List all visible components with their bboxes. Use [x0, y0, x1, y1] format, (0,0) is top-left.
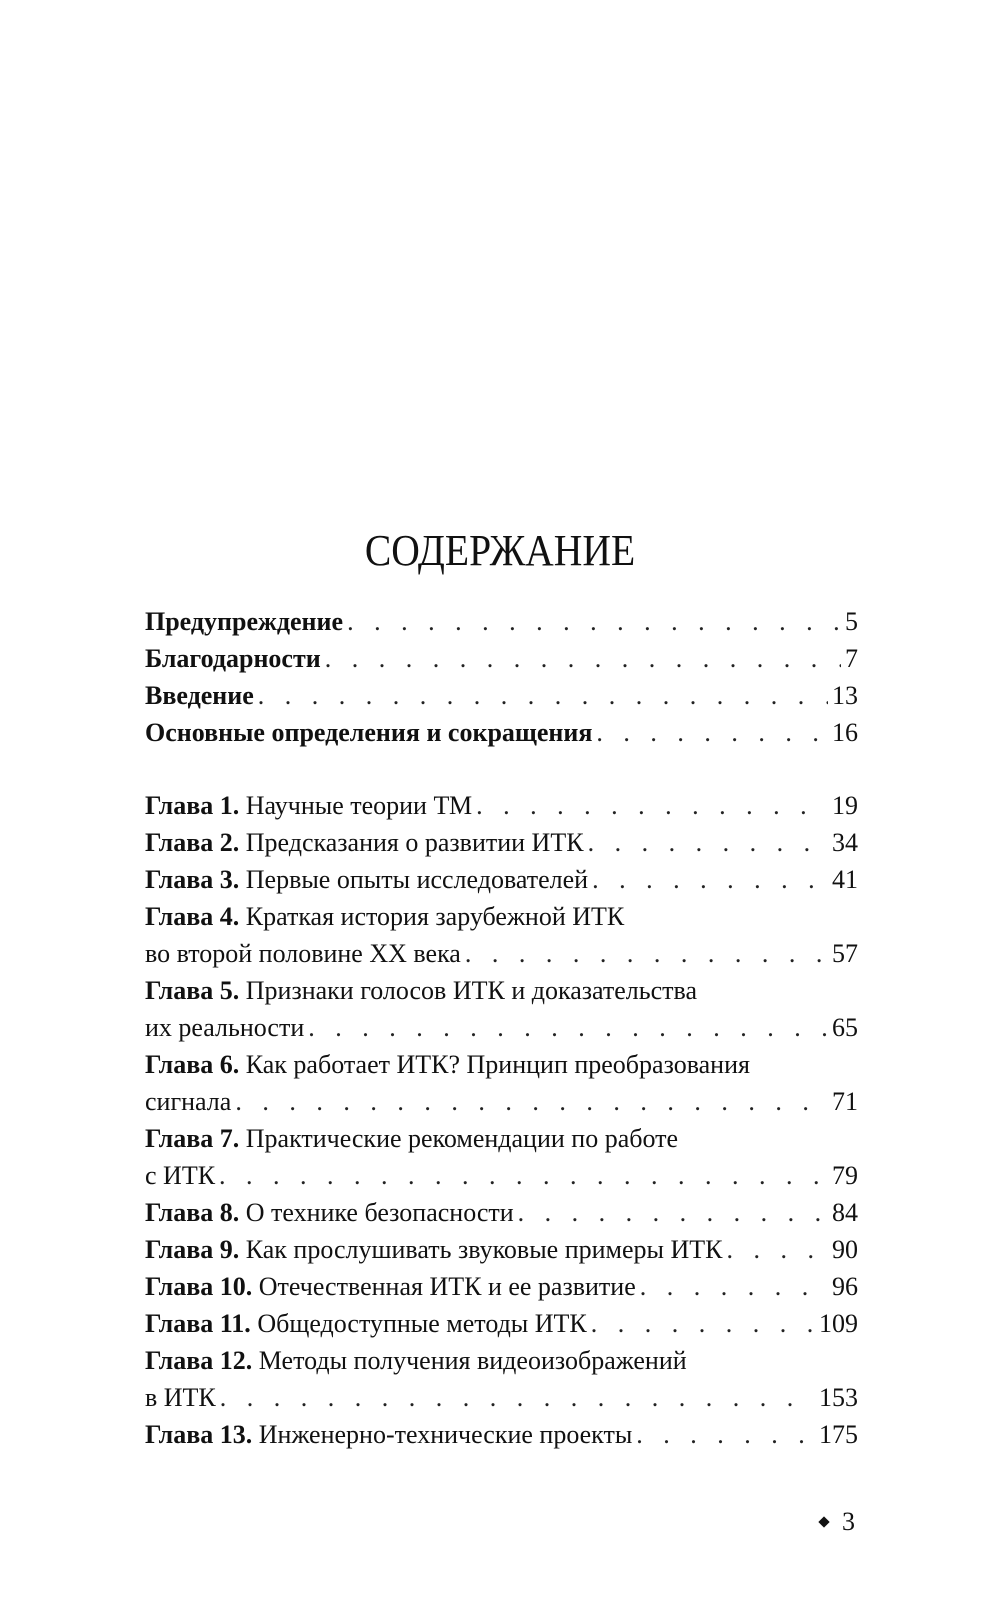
- chapter-title: во второй половине XX века: [145, 939, 461, 968]
- toc-entry-front-1: [145, 603, 858, 640]
- toc-entry-page: 7: [845, 644, 858, 673]
- leader-dots: [235, 1083, 828, 1120]
- chapter-prefix: Глава 11.: [145, 1309, 251, 1338]
- chapter-title: Инженерно-технические проекты: [258, 1420, 633, 1449]
- chapter-prefix: Глава 6.: [145, 1050, 240, 1079]
- chapter-prefix: Глава 10.: [145, 1272, 253, 1301]
- toc-entry-label: Введение: [145, 681, 254, 710]
- chapter-title: Признаки голосов ИТК и доказательства: [245, 976, 697, 1005]
- page-footer: [820, 1507, 855, 1537]
- toc-entry-chapter-11: [145, 1305, 858, 1342]
- chapter-title: с ИТК: [145, 1161, 216, 1190]
- toc-entry-chapter-3: [145, 861, 858, 898]
- toc-entry-front-4: [145, 714, 858, 751]
- chapter-title: Предсказания о развитии ИТК: [245, 828, 584, 857]
- leader-dots: [220, 1379, 815, 1416]
- chapter-title: Как работает ИТК? Принцип преобразования: [245, 1050, 750, 1079]
- chapter-prefix: Глава 2.: [145, 828, 240, 857]
- toc-entry-page: 19: [832, 791, 858, 820]
- toc-entry-page: 79: [832, 1161, 858, 1190]
- chapter-title: Отечественная ИТК и ее развитие: [258, 1272, 636, 1301]
- leader-dots: [465, 935, 828, 972]
- leader-dots: [591, 1305, 815, 1342]
- toc-entry-chapter-6: [145, 1046, 858, 1120]
- leader-dots: [636, 1416, 815, 1453]
- toc-entry-label: Предупреждение: [145, 607, 344, 636]
- diamond-icon: [818, 1516, 829, 1527]
- toc-entry-page: 16: [832, 718, 858, 747]
- chapter-prefix: Глава 3.: [145, 865, 240, 894]
- toc-entry-label: Благодарности: [145, 644, 321, 673]
- leader-dots: [518, 1194, 828, 1231]
- toc-entry-page: 5: [845, 607, 858, 636]
- toc-entry-front-3: [145, 677, 858, 714]
- leader-dots: [219, 1157, 828, 1194]
- toc-entry-page: 153: [819, 1383, 858, 1412]
- chapter-title: Краткая история зарубежной ИТК: [245, 902, 625, 931]
- toc-entry-page: 90: [832, 1235, 858, 1264]
- toc-entry-front-2: [145, 640, 858, 677]
- toc-entry-page: 84: [832, 1198, 858, 1227]
- toc-entry-chapter-7: [145, 1120, 858, 1194]
- chapter-prefix: Глава 9.: [145, 1235, 240, 1264]
- chapter-title: О технике безопасности: [245, 1198, 514, 1227]
- chapter-title: их реальности: [145, 1013, 305, 1042]
- leader-dots: [596, 714, 828, 751]
- chapter-title: Первые опыты исследователей: [245, 865, 589, 894]
- leader-dots: [308, 1009, 828, 1046]
- toc-entry-page: 109: [819, 1309, 858, 1338]
- leader-dots: [588, 824, 828, 861]
- chapter-list: [145, 787, 858, 1453]
- toc-entry-chapter-8: [145, 1194, 858, 1231]
- page-title: СОДЕРЖАНИЕ: [364, 526, 636, 575]
- leader-dots: [727, 1231, 829, 1268]
- leader-dots: [476, 787, 828, 824]
- toc-entry-chapter-9: [145, 1231, 858, 1268]
- toc-entry-page: 13: [832, 681, 858, 710]
- toc-entry-chapter-12: [145, 1342, 858, 1416]
- leader-dots: [258, 677, 828, 714]
- leader-dots: [347, 603, 841, 640]
- chapter-prefix: Глава 4.: [145, 902, 240, 931]
- toc-entry-label: Основные определения и сокращения: [145, 718, 593, 747]
- leader-dots: [592, 861, 828, 898]
- toc-entry-page: 41: [832, 865, 858, 894]
- toc-entry-page: 57: [832, 939, 858, 968]
- chapter-prefix: Глава 7.: [145, 1124, 240, 1153]
- toc-entry-chapter-2: [145, 824, 858, 861]
- chapter-title: в ИТК: [145, 1383, 216, 1412]
- toc-entry-chapter-5: [145, 972, 858, 1046]
- chapter-title: сигнала: [145, 1087, 232, 1116]
- table-of-contents: [145, 603, 858, 1453]
- leader-dots: [325, 640, 841, 677]
- chapter-prefix: Глава 5.: [145, 976, 240, 1005]
- toc-entry-page: 71: [832, 1087, 858, 1116]
- toc-entry-chapter-4: [145, 898, 858, 972]
- toc-entry-page: 175: [819, 1420, 858, 1449]
- toc-entry-page: 65: [832, 1013, 858, 1042]
- chapter-title: Методы получения видеоизображений: [258, 1346, 687, 1375]
- chapter-title: Научные теории ТМ: [245, 791, 473, 820]
- leader-dots: [640, 1268, 828, 1305]
- page-number: 3: [842, 1507, 855, 1536]
- chapter-prefix: Глава 12.: [145, 1346, 253, 1375]
- toc-entry-chapter-10: [145, 1268, 858, 1305]
- toc-entry-page: 34: [832, 828, 858, 857]
- chapter-title: Практические рекомендации по работе: [245, 1124, 679, 1153]
- chapter-title: Общедоступные методы ИТК: [257, 1309, 587, 1338]
- chapter-prefix: Глава 1.: [145, 791, 240, 820]
- toc-entry-chapter-13: [145, 1416, 858, 1453]
- chapter-title: Как прослушивать звуковые примеры ИТК: [245, 1235, 723, 1264]
- chapter-prefix: Глава 13.: [145, 1420, 253, 1449]
- toc-entry-page: 96: [832, 1272, 858, 1301]
- toc-entry-chapter-1: [145, 787, 858, 824]
- chapter-prefix: Глава 8.: [145, 1198, 240, 1227]
